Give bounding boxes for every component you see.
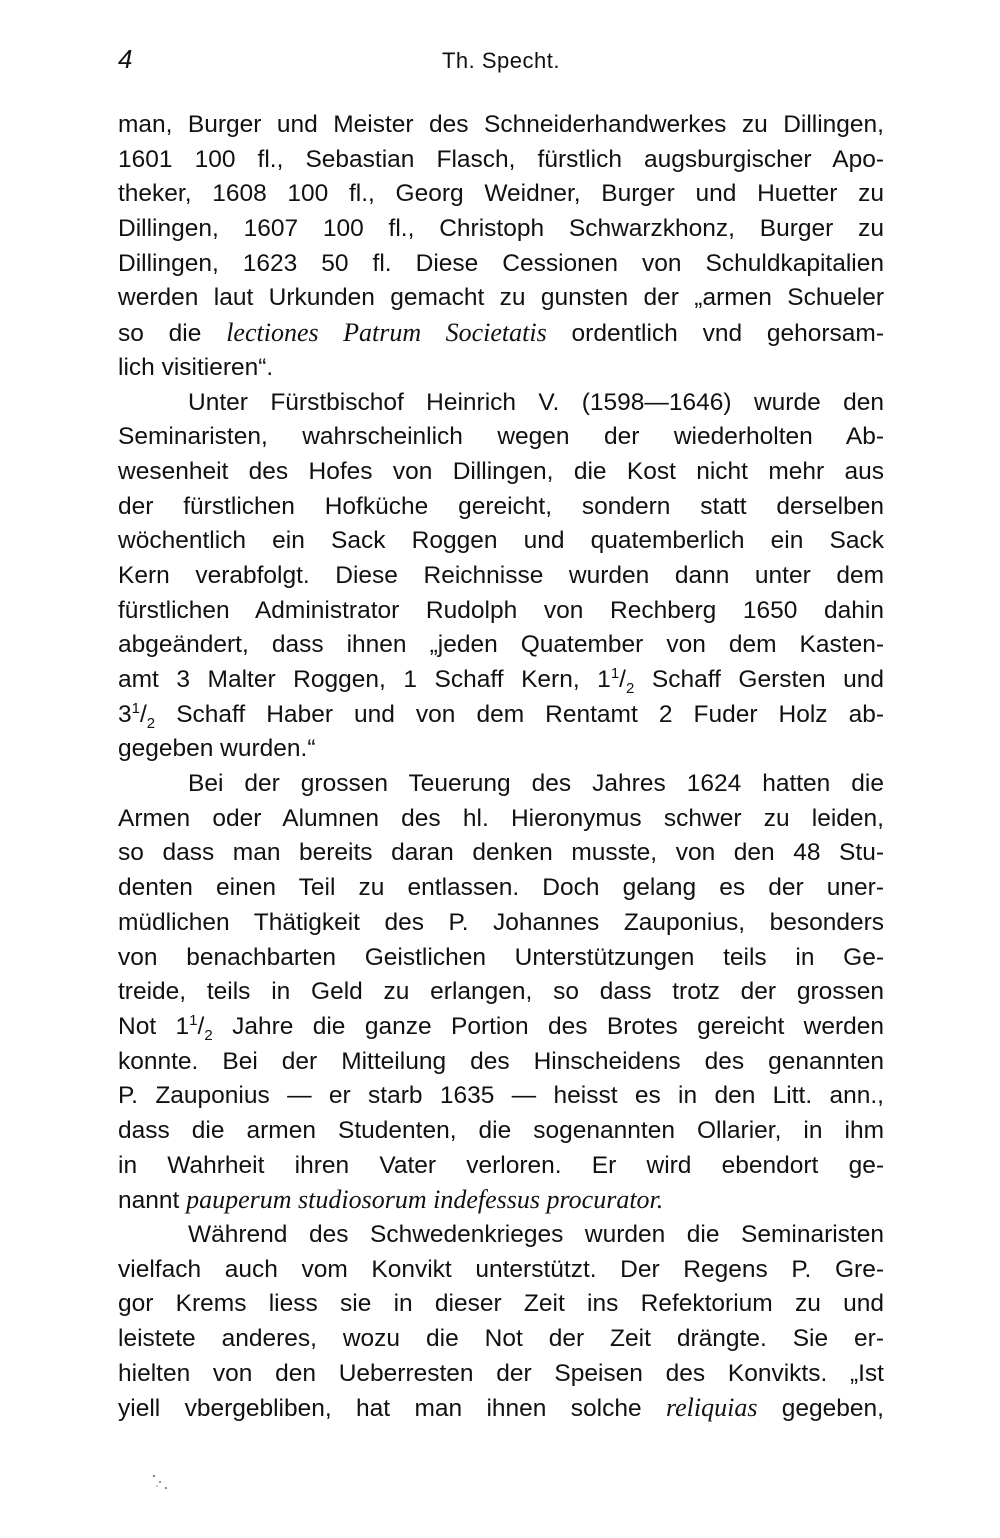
fraction-denominator: 2 [625, 679, 635, 697]
text-line: nannt pauperum studiosorum indefessus procurator. [118, 1185, 664, 1215]
text-line: 1601 100 fl., Sebastian Flasch, fürstlich augsburgischer Apo- [118, 145, 884, 173]
fraction-numerator: 1 [189, 1011, 198, 1029]
text-line: theker, 1608 100 fl., Georg Weidner, Burger und Huetter zu [118, 180, 884, 208]
text-line: $3^1/_2$ Schaff Haber und von dem Rentamt 2 Fuder Holz ab- [118, 699, 884, 732]
text-line: amt 3 Malter Roggen, 1 Schaff Kern, $1^1/_2$ Schaff Gersten und [118, 664, 884, 697]
text-line: so die lectiones Patrum Societatis ordentlich vnd gehorsam- [118, 318, 884, 348]
text-line: abgeändert, dass ihnen „jeden Quatember von dem Kasten- [118, 631, 884, 659]
text-line: von benachbarten Geistlichen Unterstützungen teils in Ge- [118, 943, 884, 971]
text-line: wöchentlich ein Sack Roggen und quatemberlich ein Sack [118, 527, 884, 555]
text-line: denten einen Teil zu entlassen. Doch gelang es der uner- [118, 874, 884, 902]
latin-phrase: pauperum studiosorum indefessus procurator. [186, 1185, 664, 1215]
text-line: Bei der grossen Teuerung des Jahres 1624 hatten die [188, 770, 884, 798]
fraction-denominator: 2 [146, 714, 156, 732]
text-line: Seminaristen, wahrscheinlich wegen der wiederholten Ab- [118, 423, 884, 451]
text-line: leistete anderes, wozu die Not der Zeit drängte. Sie er- [118, 1325, 884, 1353]
page-number: 4 [118, 44, 133, 74]
text-line: Während des Schwedenkrieges wurden die Seminaristen [188, 1221, 884, 1248]
text-line: wesenheit des Hofes von Dillingen, die Kost nicht mehr aus [118, 457, 884, 485]
text-line: in Wahrheit ihren Vater verloren. Er wird ebendort ge- [118, 1151, 884, 1179]
text-line: Unter Fürstbischof Heinrich V. (1598—1646) wurde den [188, 388, 884, 416]
latin-phrase: lectiones Patrum Societatis [226, 318, 547, 348]
text-line: so dass man bereits daran denken musste, von den 48 Stu- [118, 839, 884, 867]
fraction-numerator: 1 [131, 699, 140, 717]
text-line: dass die armen Studenten, die sogenannten Ollarier, in ihm [118, 1116, 884, 1144]
page-header [118, 44, 884, 84]
text-line: der fürstlichen Hofküche gereicht, sondern statt derselben [118, 492, 884, 520]
text-line: konnte. Bei der Mitteilung des Hinscheidens des genannten [118, 1047, 884, 1075]
running-head: Th. Specht. [441, 48, 560, 73]
text-line: Dillingen, 1607 100 fl., Christoph Schwarzkhonz, Burger zu [118, 215, 884, 243]
text-line: treide, teils in Geld zu erlangen, so dass trotz der grossen [118, 978, 884, 1006]
text-line: Not $1^1/_2$ Jahre die ganze Portion des Brotes gereicht werden [118, 1011, 884, 1044]
text-line: yiell vbergebliben, hat man ihnen solche reliquias gegeben, [118, 1393, 884, 1423]
text-line: lich visitieren“. [118, 353, 274, 381]
text-line: gor Krems liess sie in dieser Zeit ins Refektorium zu und [118, 1290, 884, 1318]
print-speck-marks [148, 1472, 172, 1496]
text-line: Dillingen, 1623 50 fl. Diese Cessionen von Schuldkapitalien [118, 249, 884, 277]
text-line: man, Burger und Meister des Schneiderhandwerkes zu Dillingen, [118, 111, 884, 138]
text-line: hielten von den Ueberresten der Speisen des Konvikts. „Ist [118, 1359, 884, 1387]
text-line: müdlichen Thätigkeit des P. Johannes Zauponius, besonders [118, 908, 884, 936]
text-line: vielfach auch vom Konvikt unterstützt. Der Regens P. Gre- [118, 1255, 884, 1283]
fraction-numerator: 1 [610, 664, 620, 682]
text-line: gegeben wurden.“ [118, 735, 316, 763]
text-line: fürstlichen Administrator Rudolph von Rechberg 1650 dahin [118, 596, 884, 624]
body-text [118, 108, 884, 1426]
text-line: Armen oder Alumnen des hl. Hieronymus schwer zu leiden, [118, 804, 884, 832]
text-line: Kern verabfolgt. Diese Reichnisse wurden dann unter dem [118, 561, 884, 589]
text-line: P. Zauponius — er starb 1635 — heisst es in den Litt. ann., [118, 1082, 884, 1110]
text-line: werden laut Urkunden gemacht zu gunsten der „armen Schueler [118, 284, 884, 312]
fraction-denominator: 2 [204, 1026, 213, 1044]
latin-phrase: reliquias [665, 1393, 758, 1423]
